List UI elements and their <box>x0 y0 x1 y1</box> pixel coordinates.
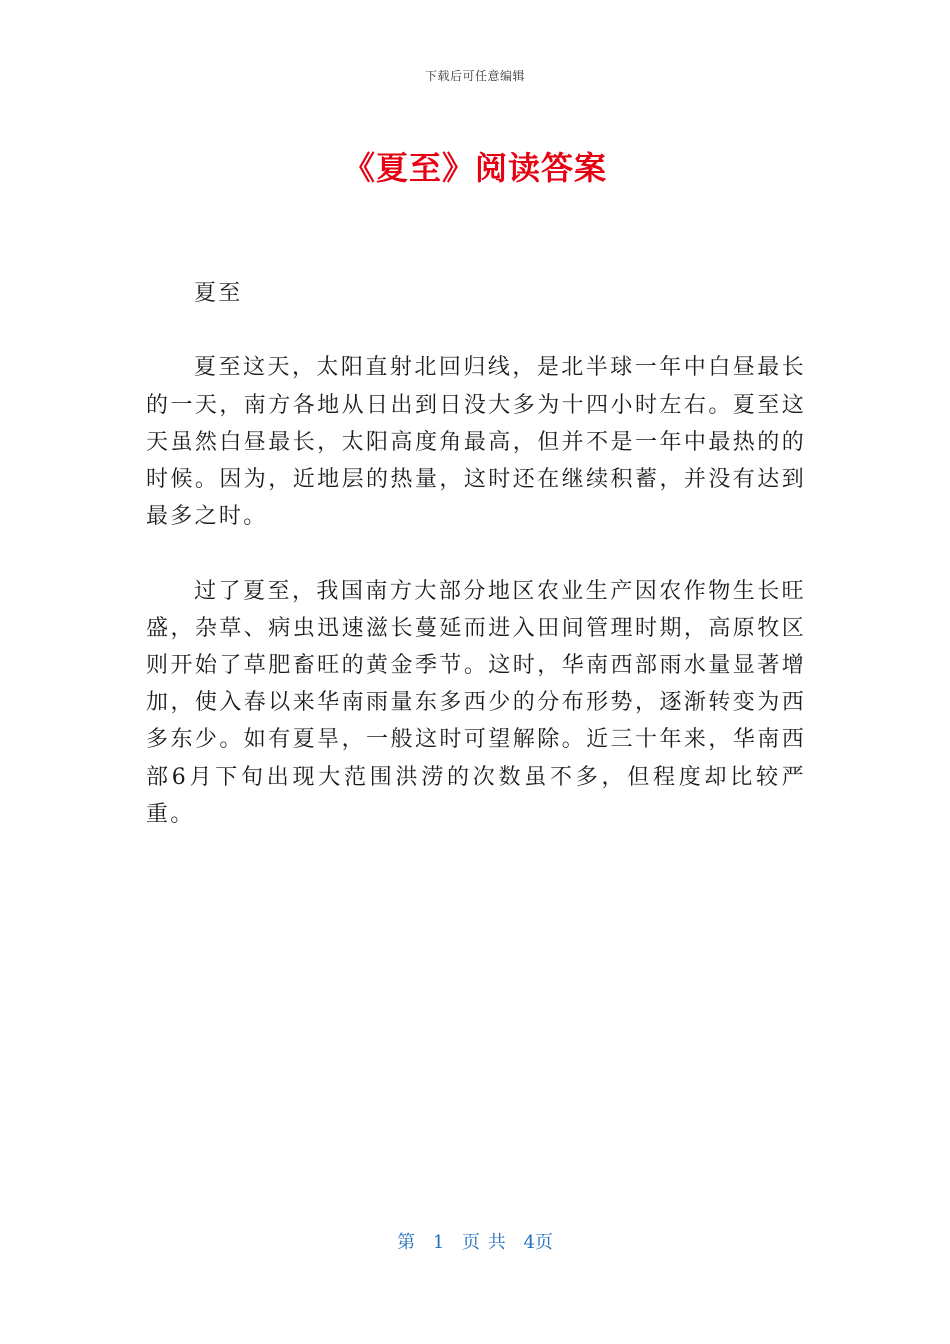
paragraph-heading: 夏至 <box>194 281 243 306</box>
paragraph: 过了夏至，我国南方大部分地区农业生产因农作物生长旺盛，杂草、病虫迅速滋长蔓延而进入田间管理时期，高原牧区则开始了草肥畜旺的黄金季节。这时，华南西部雨水量显著增加，使入春以来华南雨量东多西少的分布形势，逐渐转变为西多东少。如有夏旱，一般这时可望解除。近三十年来，华南西部6月下旬出现大范围洪涝的次数虽不多，但程度却比较严重。 <box>146 578 806 827</box>
footer-total-pages: 4页 <box>523 1232 553 1253</box>
document-title: 《夏至》阅读答案 <box>342 149 607 187</box>
footer-page-label: 第 <box>397 1232 416 1253</box>
footer-of-label: 页 共 <box>462 1232 506 1253</box>
paragraph: 夏至这天，太阳直射北回归线，是北半球一年中白昼最长的一天，南方各地从日出到日没大多为十四小时左右。夏至这天虽然白昼最长，太阳高度角最高，但并不是一年中最热的的时候。因为，近地层的热量，这时还在继续积蓄，并没有达到最多之时。 <box>146 355 806 530</box>
document-body <box>146 275 806 870</box>
page-footer <box>0 1228 950 1254</box>
page-header-note: 下载后可任意编辑 <box>424 69 525 83</box>
footer-current-page: 1 <box>432 1232 445 1253</box>
